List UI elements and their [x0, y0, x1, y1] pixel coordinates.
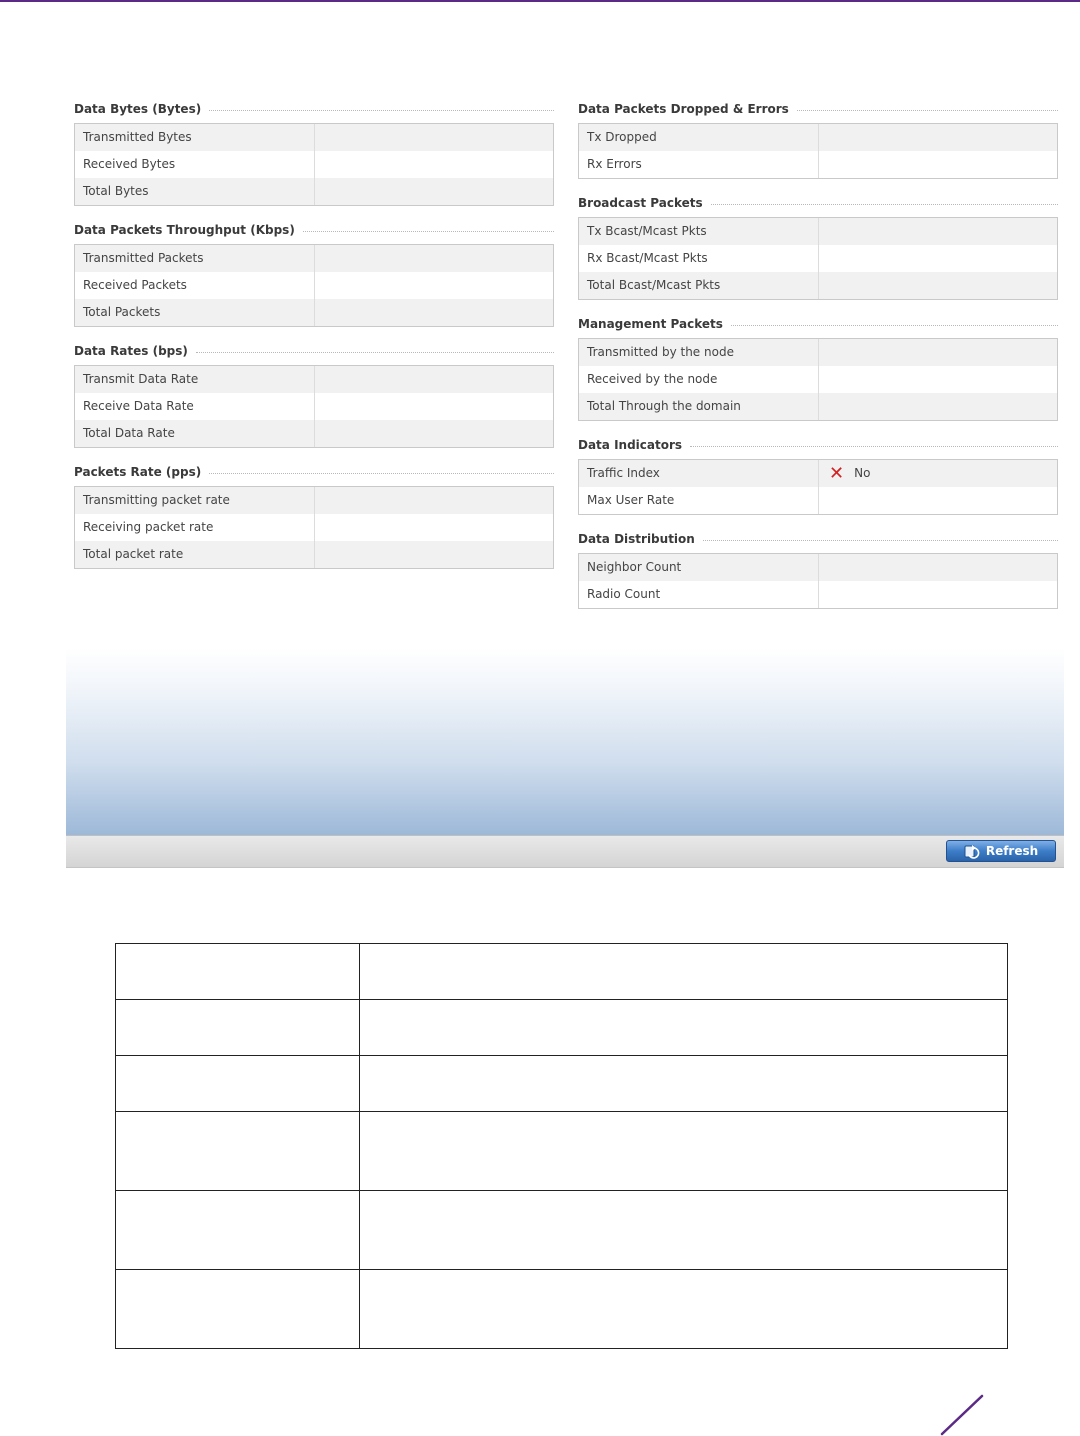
stats-table	[578, 338, 1058, 421]
stats-section	[74, 458, 554, 569]
stats-row	[579, 124, 1057, 151]
stat-value	[315, 124, 553, 151]
section-title: Management Packets	[578, 317, 723, 331]
stat-label: Total packet rate	[75, 541, 315, 568]
stat-value	[315, 514, 553, 541]
stats-row	[579, 366, 1057, 393]
description-row	[116, 1056, 1008, 1112]
section-header	[74, 216, 554, 244]
stat-label: Total Bcast/Mcast Pkts	[579, 272, 819, 299]
stat-value	[315, 151, 553, 178]
stat-label: Total Through the domain	[579, 393, 819, 420]
stat-value	[315, 245, 553, 272]
section-title: Data Bytes (Bytes)	[74, 102, 202, 116]
stat-label: Transmitting packet rate	[75, 487, 315, 514]
refresh-button-label: Refresh	[985, 844, 1039, 858]
section-header	[578, 95, 1058, 123]
stat-label: Transmitted by the node	[579, 339, 819, 366]
stats-row	[75, 487, 553, 514]
panel-background-band	[66, 648, 1064, 835]
stat-value	[819, 554, 1057, 581]
stats-section	[578, 189, 1058, 300]
stat-value-text: No	[854, 466, 871, 480]
section-title: Data Packets Throughput (Kbps)	[74, 223, 295, 237]
stat-value	[315, 420, 553, 447]
stats-row	[75, 514, 553, 541]
stat-label: Traffic Index	[579, 460, 819, 487]
stat-value	[819, 487, 1057, 514]
stat-value	[819, 124, 1057, 151]
stats-row	[579, 581, 1057, 608]
stats-row	[579, 339, 1057, 366]
section-header	[578, 525, 1058, 553]
stat-label: Rx Bcast/Mcast Pkts	[579, 245, 819, 272]
description-row	[116, 1112, 1008, 1191]
section-divider	[196, 352, 554, 353]
stat-value	[819, 393, 1057, 420]
stat-label: Total Data Rate	[75, 420, 315, 447]
stat-label: Transmitted Bytes	[75, 124, 315, 151]
description-row	[116, 1191, 1008, 1270]
stat-value	[819, 151, 1057, 178]
stat-label: Receiving packet rate	[75, 514, 315, 541]
section-divider	[731, 325, 1058, 326]
section-header	[578, 431, 1058, 459]
stat-label: Rx Errors	[579, 151, 819, 178]
stat-value	[315, 272, 553, 299]
stat-value	[819, 581, 1057, 608]
stats-row	[579, 272, 1057, 299]
page-top-rule	[0, 0, 1080, 2]
field-cell	[116, 1112, 360, 1191]
stat-label: Total Bytes	[75, 178, 315, 205]
stats-row	[75, 299, 553, 326]
field-cell	[116, 1270, 360, 1349]
bottom-toolbar	[66, 835, 1064, 868]
stat-label: Received Packets	[75, 272, 315, 299]
description-cell	[360, 1191, 1008, 1270]
refresh-icon	[964, 843, 980, 859]
section-title: Data Packets Dropped & Errors	[578, 102, 789, 116]
stat-value	[315, 393, 553, 420]
stat-label: Transmitted Packets	[75, 245, 315, 272]
stat-value	[819, 218, 1057, 245]
stat-value	[819, 272, 1057, 299]
stats-row	[75, 420, 553, 447]
section-title: Data Indicators	[578, 438, 683, 452]
stats-table	[578, 217, 1058, 300]
description-table	[115, 943, 1008, 1349]
stat-value	[819, 366, 1057, 393]
stat-label: Radio Count	[579, 581, 819, 608]
stats-row	[579, 245, 1057, 272]
stats-row	[579, 218, 1057, 245]
page-corner-slash-mark	[938, 1394, 984, 1436]
description-cell	[360, 944, 1008, 1000]
field-cell	[116, 1191, 360, 1270]
stat-value	[819, 245, 1057, 272]
stats-row	[75, 151, 553, 178]
stats-table	[74, 123, 554, 206]
stat-value	[315, 366, 553, 393]
right-column	[578, 95, 1058, 619]
stats-row	[579, 460, 1057, 487]
field-cell	[116, 944, 360, 1000]
description-row	[116, 1000, 1008, 1056]
stats-row	[75, 366, 553, 393]
description-cell	[360, 1270, 1008, 1349]
stats-table	[578, 123, 1058, 179]
stats-row	[75, 541, 553, 568]
section-divider	[303, 231, 554, 232]
stats-section	[578, 431, 1058, 515]
section-title: Data Rates (bps)	[74, 344, 188, 358]
section-header	[578, 310, 1058, 338]
stats-row	[75, 178, 553, 205]
section-title: Packets Rate (pps)	[74, 465, 202, 479]
section-header	[74, 458, 554, 486]
stats-section	[578, 525, 1058, 609]
stats-row	[75, 393, 553, 420]
stat-label: Total Packets	[75, 299, 315, 326]
statistics-panel	[66, 95, 1066, 635]
stats-table	[74, 365, 554, 448]
stats-row	[579, 487, 1057, 514]
stats-row	[75, 272, 553, 299]
field-cell	[116, 1056, 360, 1112]
stats-section	[74, 337, 554, 448]
stats-section	[74, 95, 554, 206]
stats-row	[579, 151, 1057, 178]
description-cell	[360, 1056, 1008, 1112]
stats-section	[578, 95, 1058, 179]
stat-label: Received Bytes	[75, 151, 315, 178]
refresh-button[interactable]	[946, 840, 1056, 862]
stat-label: Neighbor Count	[579, 554, 819, 581]
description-cell	[360, 1112, 1008, 1191]
stats-row	[75, 245, 553, 272]
stat-value	[315, 541, 553, 568]
section-title: Broadcast Packets	[578, 196, 703, 210]
stats-table	[578, 553, 1058, 609]
stat-label: Received by the node	[579, 366, 819, 393]
stat-label: Tx Dropped	[579, 124, 819, 151]
section-divider	[797, 110, 1058, 111]
stats-table	[578, 459, 1058, 515]
stats-row	[579, 554, 1057, 581]
section-header	[578, 189, 1058, 217]
section-title: Data Distribution	[578, 532, 695, 546]
stat-value	[315, 299, 553, 326]
stat-value	[315, 178, 553, 205]
section-header	[74, 337, 554, 365]
stat-label: Transmit Data Rate	[75, 366, 315, 393]
stat-label: Max User Rate	[579, 487, 819, 514]
stat-value	[819, 460, 1057, 487]
field-cell	[116, 1000, 360, 1056]
stats-table	[74, 486, 554, 569]
stats-row	[579, 393, 1057, 420]
section-header	[74, 95, 554, 123]
x-mark-icon: ✕	[829, 462, 845, 484]
section-divider	[711, 204, 1058, 205]
stats-section	[578, 310, 1058, 421]
left-column	[74, 95, 554, 579]
section-divider	[209, 110, 554, 111]
stats-row	[75, 124, 553, 151]
description-row	[116, 1270, 1008, 1349]
stats-table	[74, 244, 554, 327]
section-divider	[703, 540, 1058, 541]
description-cell	[360, 1000, 1008, 1056]
description-row	[116, 944, 1008, 1000]
section-divider	[209, 473, 554, 474]
stat-value	[315, 487, 553, 514]
stat-label: Tx Bcast/Mcast Pkts	[579, 218, 819, 245]
stats-section	[74, 216, 554, 327]
section-divider	[690, 446, 1058, 447]
stat-label: Receive Data Rate	[75, 393, 315, 420]
stat-value	[819, 339, 1057, 366]
